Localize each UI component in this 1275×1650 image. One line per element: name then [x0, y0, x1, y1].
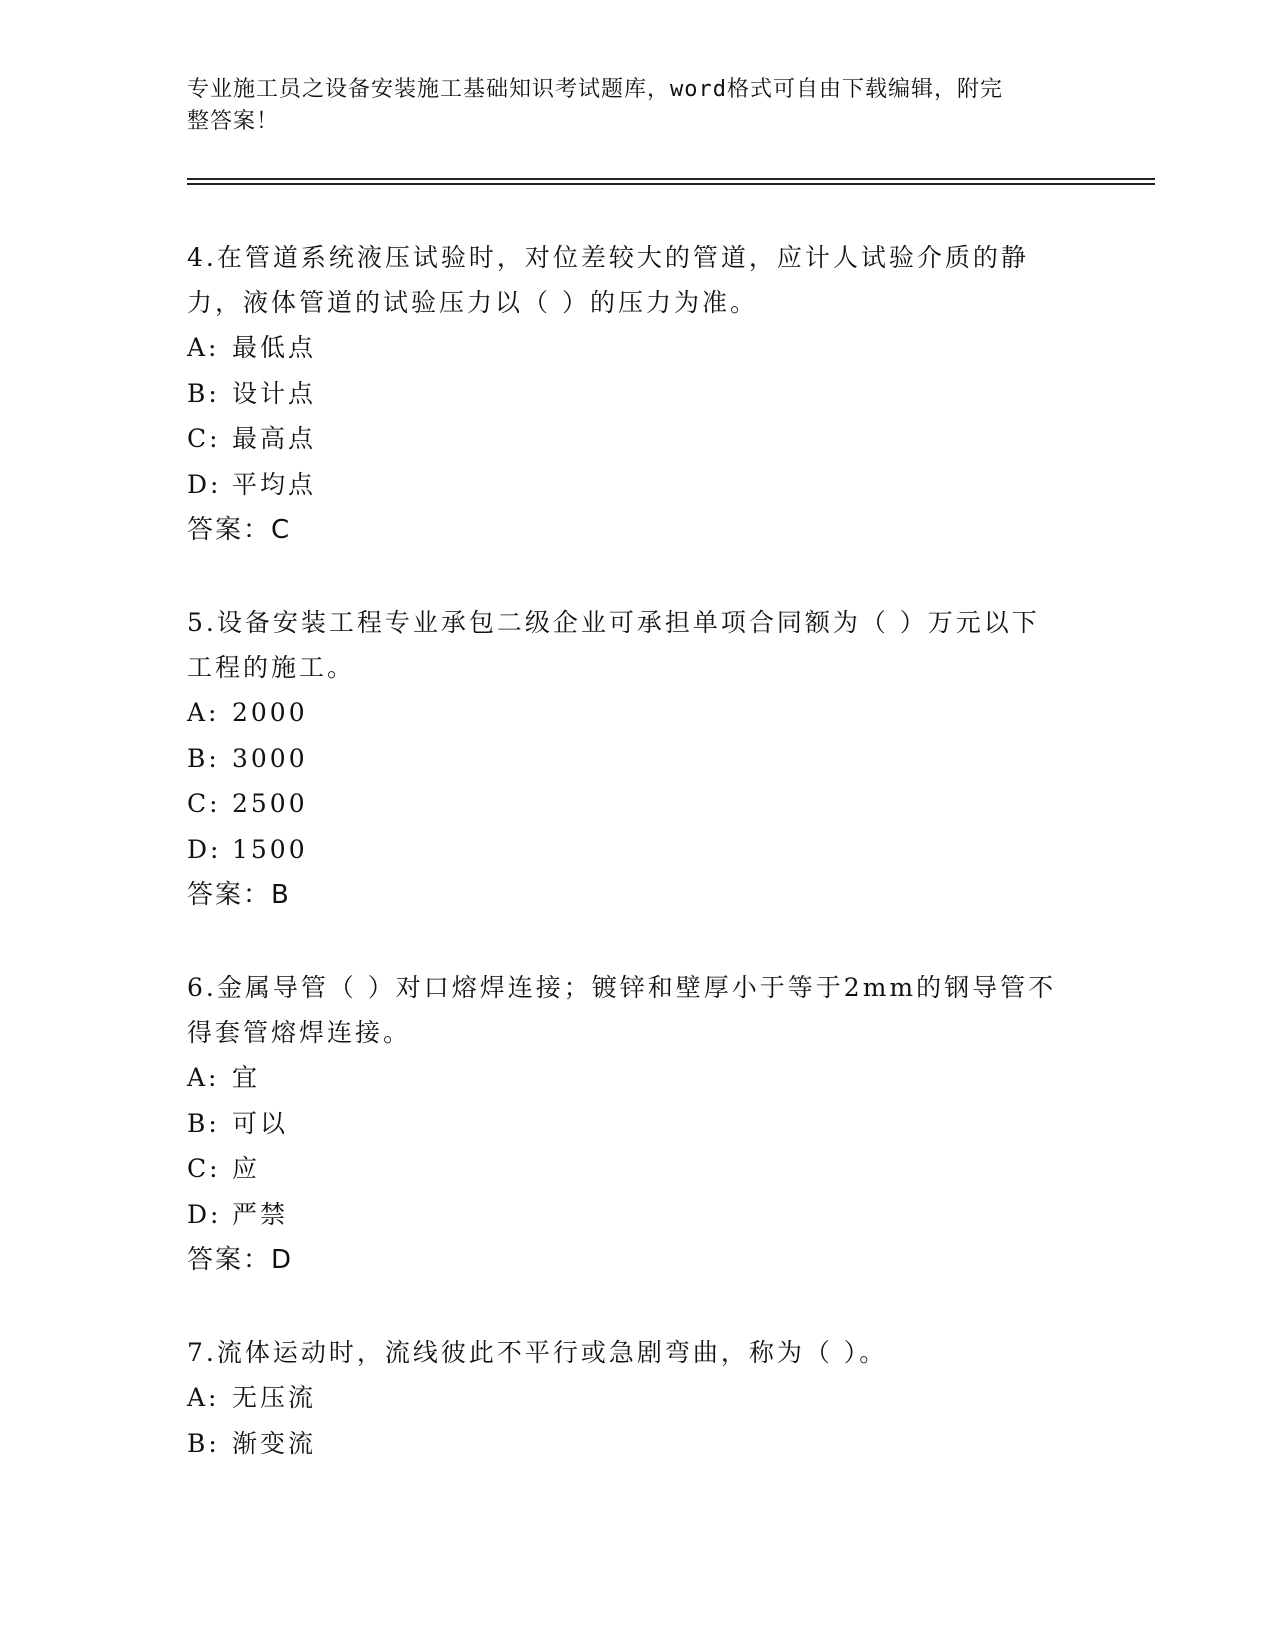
header-divider-top	[187, 178, 1155, 180]
option-letter: D:	[187, 1199, 222, 1229]
option-text: 可以	[232, 1108, 289, 1138]
question-text-line-2: 得套管熔焊连接。	[187, 1018, 412, 1047]
option-letter: A:	[187, 333, 220, 362]
option-text: 无压流	[232, 1383, 317, 1412]
question-text-line-2: 力，液体管道的试验压力以（ ）的压力为准。	[187, 288, 758, 317]
document-header	[187, 74, 1067, 138]
option-b	[187, 736, 1087, 782]
question-5	[187, 600, 1087, 918]
option-letter: B:	[187, 378, 220, 408]
option-c	[187, 1146, 1087, 1192]
option-letter: A:	[187, 1383, 220, 1412]
option-a	[187, 690, 1087, 736]
option-text: 1500	[232, 834, 308, 864]
option-text: 应	[232, 1154, 261, 1183]
question-7	[187, 1330, 1087, 1466]
option-text: 最高点	[232, 424, 317, 453]
option-text: 平均点	[232, 469, 317, 499]
header-line-2: 整答案！	[187, 109, 280, 134]
question-6	[187, 965, 1087, 1283]
option-a	[187, 325, 1087, 371]
option-b	[187, 1421, 1087, 1467]
option-c	[187, 781, 1087, 827]
header-divider-bottom	[187, 183, 1155, 185]
question-text-line-1: 6.金属导管（ ）对口熔焊连接；镀锌和壁厚小于等于2mm的钢导管不	[187, 973, 1057, 1002]
option-letter: D:	[187, 834, 222, 864]
option-d	[187, 1192, 1087, 1238]
option-letter: B:	[187, 1108, 220, 1138]
option-text: 2500	[232, 789, 308, 818]
question-text-line-1: 5.设备安装工程专业承包二级企业可承担单项合同额为（ ）万元以下	[187, 608, 1040, 637]
option-letter: C:	[187, 1154, 221, 1183]
option-d	[187, 462, 1087, 508]
answer: 答案：B	[187, 880, 291, 910]
answer: 答案：C	[187, 515, 292, 545]
option-c	[187, 416, 1087, 462]
option-text: 严禁	[232, 1199, 289, 1229]
question-4	[187, 235, 1087, 553]
answer: 答案：D	[187, 1245, 294, 1275]
option-a	[187, 1055, 1087, 1101]
option-b	[187, 371, 1087, 417]
option-letter: A:	[187, 1063, 220, 1092]
option-b	[187, 1101, 1087, 1147]
option-text: 渐变流	[232, 1428, 317, 1458]
option-letter: B:	[187, 1428, 220, 1458]
question-text-line-2: 工程的施工。	[187, 653, 356, 682]
option-text: 3000	[232, 743, 308, 773]
option-a	[187, 1375, 1087, 1421]
option-text: 最低点	[232, 333, 317, 362]
option-letter: C:	[187, 789, 221, 818]
option-letter: D:	[187, 469, 222, 499]
option-text: 2000	[232, 698, 308, 727]
option-text: 设计点	[232, 378, 317, 408]
option-d	[187, 827, 1087, 873]
option-letter: A:	[187, 698, 220, 727]
question-text-line-1: 7.流体运动时，流线彼此不平行或急剧弯曲，称为（ ）。	[187, 1338, 888, 1367]
option-letter: C:	[187, 424, 221, 453]
header-line-1: 专业施工员之设备安装施工基础知识考试题库，word格式可自由下载编辑，附完	[187, 77, 1003, 102]
option-text: 宜	[232, 1063, 261, 1092]
option-letter: B:	[187, 743, 220, 773]
question-text-line-1: 4.在管道系统液压试验时，对位差较大的管道，应计人试验介质的静	[187, 243, 1029, 272]
